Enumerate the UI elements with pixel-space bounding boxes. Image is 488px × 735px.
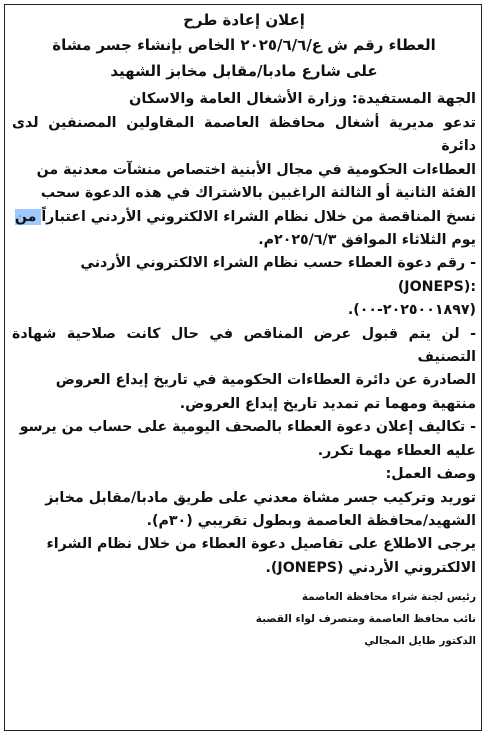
intro-line-2: العطاءات الحكومية في مجال الأبنية اختصاص منشآت معدنية من xyxy=(36,161,476,178)
details-line-2: الالكتروني الأردني (JONEPS). xyxy=(265,559,476,576)
bullet2-line-2: الصادرة عن دائرة العطاءات الحكومية في تاريخ إيداع العروض xyxy=(55,372,476,389)
signature-block xyxy=(12,586,476,652)
bullet1-line-2 xyxy=(12,276,476,299)
bullet2-line-1: - لن يتم قبول عرض المناقص في حال كانت صلاحية شهادة التصنيف xyxy=(12,325,476,366)
signature-line-3: الدكتور طايل المجالي xyxy=(364,635,476,648)
intro-line-4 xyxy=(12,206,476,229)
signature-line-2: نائب محافظ العاصمة ومتصرف لواء القصبة xyxy=(255,613,476,626)
work-description-heading: وصف العمل: xyxy=(385,466,476,483)
bullet1-line-1: - رقم دعوة العطاء حسب نظام الشراء الالكتروني الأردني xyxy=(80,255,476,272)
intro-line-5: يوم الثلاثاء الموافق ٢٠٢٥/٦/٣م. xyxy=(258,232,476,249)
beneficiary-line: الجهة المستفيدة: وزارة الأشغال العامة والاسكان xyxy=(129,91,476,107)
bullet2-line-3: منتهية ومهما تم تمديد تاريخ إيداع العروض. xyxy=(179,395,476,412)
tender-subject-line-1: العطاء رقم ش ع/٢٠٢٥/٦/٦ الخاص بإنشاء جسر مشاة xyxy=(52,36,436,54)
intro-line-4-text: نسخ المناقصة من خلال نظام الشراء الالكتروني الأردني اعتباراً xyxy=(41,208,476,225)
intro-line-3: الفئة الثانية أو الثالثة الراغبين بالاشتراك في هذه الدعوة سحب xyxy=(40,185,476,202)
bullet3-line-1: - تكاليف إعلان دعوة العطاء بالصحف اليومية على حساب من يرسو xyxy=(19,419,476,436)
selected-text-highlight[interactable]: من xyxy=(14,208,42,225)
work-line-2: الشهيد/محافظة العاصمة وبطول تقريبي (٣٠م). xyxy=(146,512,476,529)
announcement-body xyxy=(12,112,476,580)
announcement-document xyxy=(12,8,476,652)
details-line-1: يرجى الاطلاع على تفاصيل دعوة العطاء من خلال نظام الشراء xyxy=(46,536,476,553)
tender-subject-line-2: على شارع مادبا/مقابل مخابز الشهيد xyxy=(110,62,378,80)
intro-line-1: تدعو مديرية أشغال محافظة العاصمة المقاولين المصنفين لدى دائرة xyxy=(12,115,476,155)
work-line-1: توريد وتركيب جسر مشاة معدني على طريق مادبا/مقابل مخابز xyxy=(45,489,476,506)
announcement-title: إعلان إعادة طرح xyxy=(183,11,305,29)
signature-line-1: رئيس لجنة شراء محافظة العاصمة xyxy=(301,591,476,604)
bullet1-line-3: (٢٠٢٥٠٠١٨٩٧-٠٠). xyxy=(347,302,476,319)
joneps-label: (JONEPS): xyxy=(397,278,476,295)
bullet3-line-2: عليه العطاء مهما تكرر. xyxy=(317,442,476,459)
